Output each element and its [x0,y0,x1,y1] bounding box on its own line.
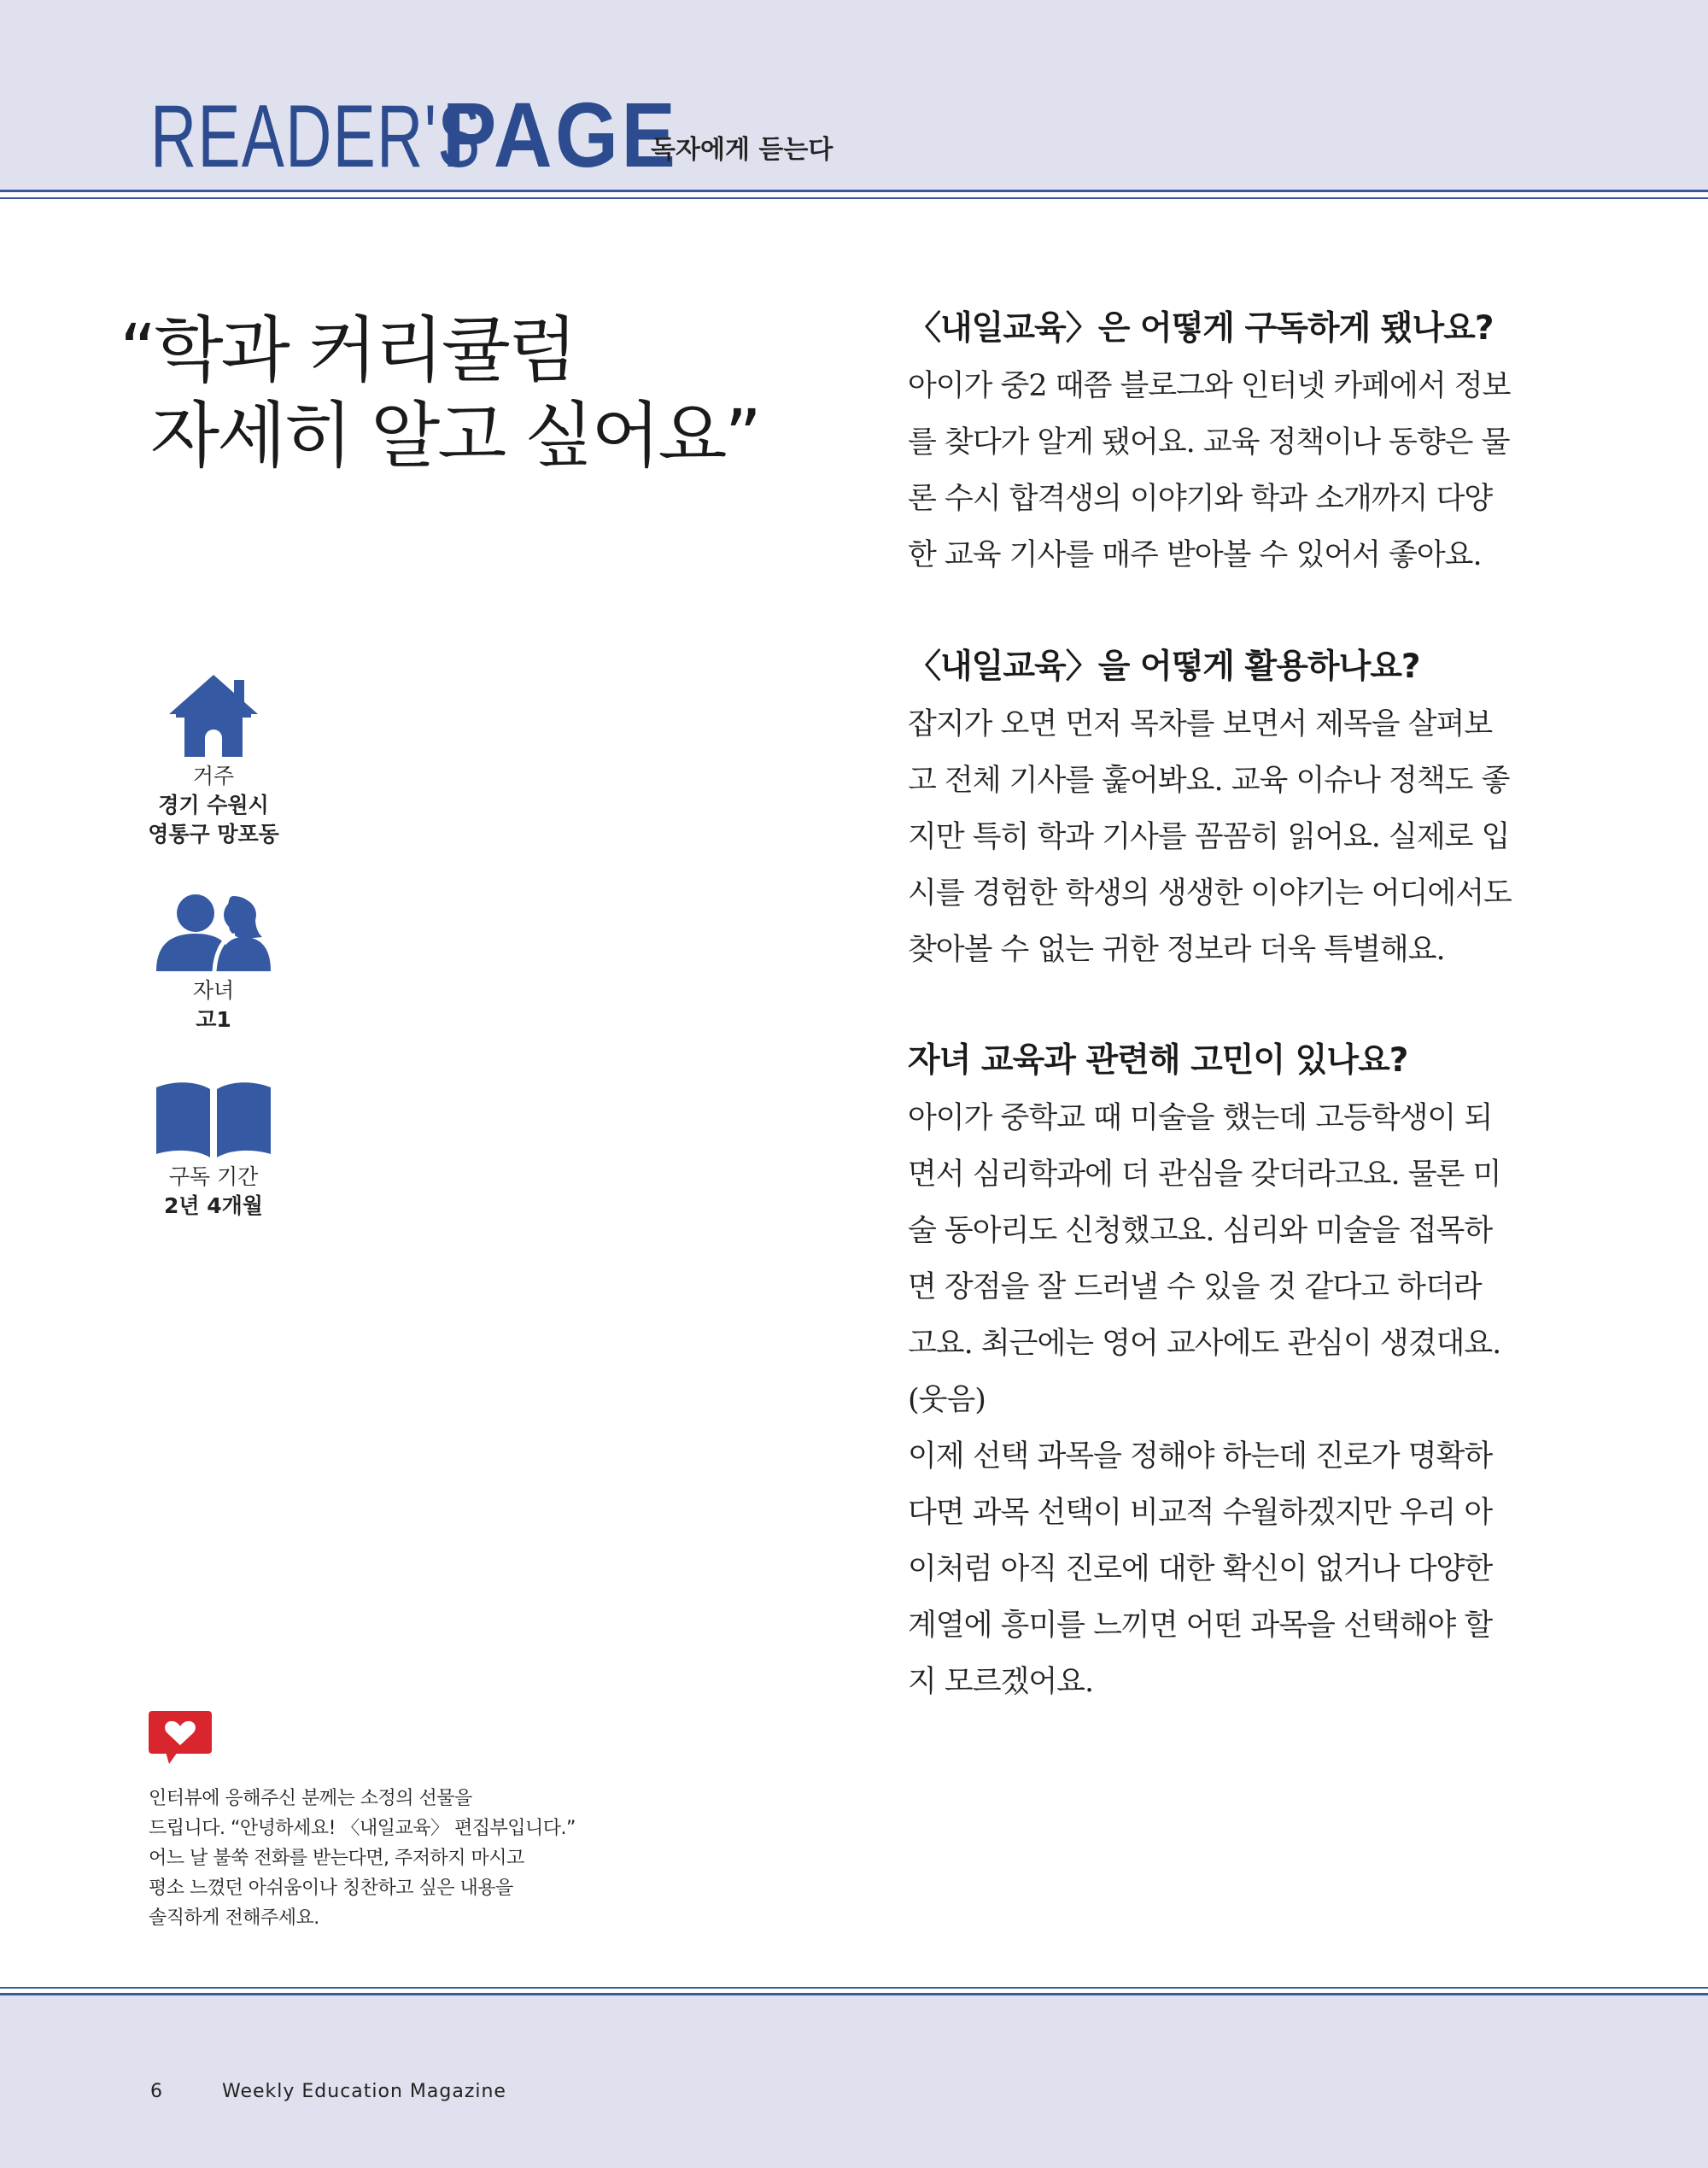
profile-subscription-value: 2년 4개월 [164,1193,263,1218]
qa-block-1 [908,303,1531,583]
section-title-page: PAGE [442,83,679,186]
answer-1: 아이가 중2 때쯤 블로그와 인터넷 카페에서 정보 를 찾다가 알게 됐어요. 교육 정책이나 동향은 물 론 수시 합격생의 이야기와 학과 소개까지 다양 한 교육 기사를 매주 받아볼 수 있어서 좋아요. [908,369,1511,572]
page-number: 6 [150,2081,162,2102]
header-divider [0,190,1708,192]
profile-children [120,893,307,1034]
profile-subscription [120,1081,307,1221]
question-1: 〈내일교육〉은 어떻게 구독하게 됐나요? [908,309,1494,348]
question-2: 〈내일교육〉을 어떻게 활용하나요? [908,647,1420,686]
answer-3: 아이가 중학교 때 미술을 했는데 고등학생이 되 면서 심리학과에 더 관심을 갖더라고요. 물론 미 술 동아리도 신청했고요. 심리와 미술을 접목하 면 장점을 잘 드러낼 수 있을 것 같다고 하더라 고요. 최근에는 영어 교사에도 관심이 생겼대요. (웃음) 이제 선택 과목을 정해야 하는데 진로가 명확하 다면 과목 선택이 비교적 수월하겠지만 우리 아 이처럼 아직 진로에 대한 확신이 없거나 다양한 계열에 흥미를 느끼면 어떤 과목을 선택해야 할 지 모르겠어요. [908,1101,1501,1699]
footer-divider-thin [0,1987,1708,1989]
headline-line-2: 자세히 알고 싶어요” [150,394,760,478]
section-title [150,81,679,186]
qa-block-3 [908,1035,1531,1710]
magazine-name: Weekly Education Magazine [222,2081,506,2102]
house-icon [169,675,258,757]
profile-residence-value: 경기 수원시 영통구 망포동 [148,793,279,847]
section-title-readers: READER'S [150,87,482,186]
profile-residence-label: 거주 [192,764,235,788]
section-subtitle: 독자에게 듣는다 [651,135,834,165]
headline-line-1: “학과 커리큘럼 [120,308,576,392]
profile-children-value: 고1 [196,1007,231,1032]
profile-residence [120,675,307,849]
interview-notice: 인터뷰에 응해주신 분께는 소정의 선물을 드립니다. “안녕하세요! 〈내일교육〉 편집부입니다.” 어느 날 불쑥 전화를 받는다면, 주저하지 마시고 평소 느꼈던 아쉬움이나 칭찬하고 싶은 내용을 솔직하게 전해주세요. [149,1788,576,1929]
open-book-icon [156,1081,271,1157]
header-divider-thin [0,197,1708,199]
headline [120,308,820,478]
heart-speech-bubble-icon [149,1711,212,1764]
qa-block-2 [908,642,1531,978]
people-icon [156,893,271,971]
profile-subscription-label: 구독 기간 [168,1164,259,1189]
profile-children-label: 자녀 [192,978,235,1003]
question-3: 자녀 교육과 관련해 고민이 있나요? [908,1041,1408,1080]
answer-2: 잡지가 오면 먼저 목차를 보면서 제목을 살펴보 고 전체 기사를 훑어봐요. 교육 이슈나 정책도 좋 지만 특히 학과 기사를 꼼꼼히 읽어요. 실제로 입 시를 경험한 학생의 생생한 이야기는 어디에서도 찾아볼 수 없는 귀한 정보라 더욱 특별해요. [908,707,1512,967]
